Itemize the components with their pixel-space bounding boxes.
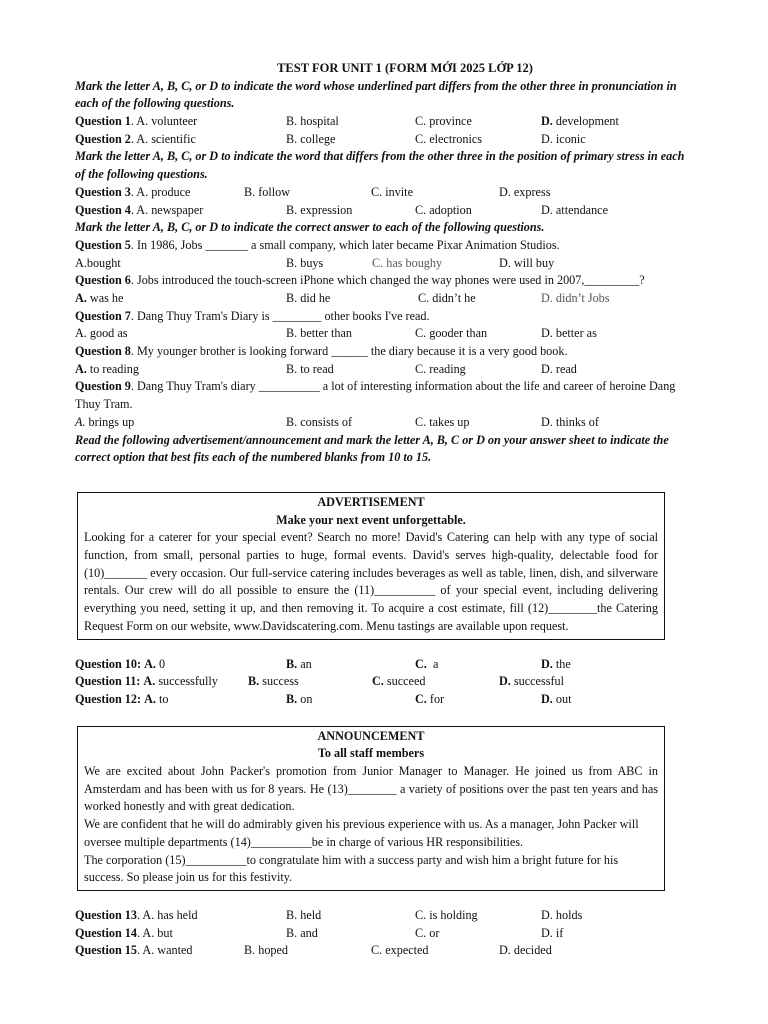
option-d-letter: D. xyxy=(541,656,553,671)
option-a: A. scientific xyxy=(136,131,196,146)
question-label: Question 14 xyxy=(75,925,137,940)
question-label: Question 5 xyxy=(75,237,131,252)
option-b-letter: B. xyxy=(286,656,298,671)
option-a-letter: A. xyxy=(144,691,156,706)
option-b: B. did he xyxy=(286,291,331,306)
option-d: the xyxy=(555,656,571,671)
announcement-paragraph-3: The corporation (15)__________to congratulate him with a success party and wish him a bright future for his success. So please join us for this festivity. xyxy=(84,852,619,885)
test-page xyxy=(75,60,695,960)
option-a: A.bought xyxy=(75,255,121,270)
option-a: brings up xyxy=(88,414,135,429)
option-b: B. college xyxy=(286,131,336,146)
question-13: Question 13. A. has held B. held C. is holding D. holds xyxy=(75,907,695,925)
option-d: D. didn’t Jobs xyxy=(541,291,610,306)
question-3: Question 3. A. produce B. follow C. invite D. express xyxy=(75,184,695,202)
option-c: C. has boughy xyxy=(372,255,443,270)
option-b: on xyxy=(300,691,313,706)
option-d: D. if xyxy=(541,925,564,940)
option-d: D. better as xyxy=(541,326,597,341)
option-c: C. or xyxy=(415,925,440,940)
question-2: Question 2. A. scientific B. college C. electronics D. iconic xyxy=(75,131,695,149)
option-c: C. expected xyxy=(371,943,429,958)
option-b: B. held xyxy=(286,907,322,922)
option-c: C. is holding xyxy=(415,907,478,922)
announcement-paragraph-1: We are excited about John Packer's promotion from Junior Manager to Manager. He joined us from ABC in Amsterdam and has been with us for 8 years. He (13)________ a variety of positions over the past ten years and has worked honestly and with great dedication. xyxy=(84,764,658,814)
question-label: Question 8 xyxy=(75,344,131,359)
option-a: A. produce xyxy=(136,184,191,199)
option-c: C. invite xyxy=(371,184,413,199)
announcement-box xyxy=(77,726,665,891)
question-4: Question 4. A. newspaper B. expression C. adoption D. attendance xyxy=(75,202,695,220)
option-a: successfully xyxy=(158,674,218,689)
advertisement-subheading: Make your next event unforgettable. xyxy=(276,512,466,527)
advertisement-box xyxy=(77,492,665,640)
option-d: D. express xyxy=(499,184,551,199)
question-label: Question 4 xyxy=(75,202,131,217)
question-text: . Dang Thuy Tram's diary __________ a lot of interesting information about the life and career of heroine Dang Thuy Tram. xyxy=(75,379,676,412)
question-label: Question 1 xyxy=(75,114,131,129)
option-c-letter: C. xyxy=(415,656,427,671)
option-b: B. better than xyxy=(286,326,352,341)
option-a: A. wanted xyxy=(142,943,193,958)
question-label: Question 6 xyxy=(75,273,131,288)
question-text: . Dang Thuy Tram's Diary is ________ other books I've read. xyxy=(130,308,430,323)
option-d: D. holds xyxy=(541,907,583,922)
option-d-letter: D. xyxy=(541,691,553,706)
option-a-letter: A. xyxy=(143,674,156,689)
option-b: an xyxy=(300,656,312,671)
option-a-letter: A. xyxy=(75,361,87,376)
option-a: A. newspaper xyxy=(136,202,204,217)
question-9-stem xyxy=(75,378,695,413)
option-d: D. decided xyxy=(499,943,552,958)
question-label: Question 2 xyxy=(75,131,131,146)
question-5-options xyxy=(75,255,695,273)
option-a: A. has held xyxy=(142,907,198,922)
question-7-stem xyxy=(75,308,695,326)
option-d: D. thinks of xyxy=(541,414,599,429)
option-b: B. follow xyxy=(244,184,291,199)
option-a: was he xyxy=(89,291,124,306)
question-label: Question 11: xyxy=(75,674,141,689)
reading-instructions: Read the following advertisement/announcement and mark the letter A, B, C or D on your answer sheet to indicate the correct option that best fits each of the numbered blanks from 10 to 15. xyxy=(75,432,669,465)
question-label: Question 15 xyxy=(75,943,137,958)
option-a-letter: A. xyxy=(144,656,156,671)
question-text: . In 1986, Jobs _______ a small company, which later became Pixar Animation Studios. xyxy=(130,237,560,252)
option-b: B. to read xyxy=(286,361,334,376)
question-text: . My younger brother is looking forward ______ the diary because it is a very good book. xyxy=(130,344,568,359)
option-c: C. gooder than xyxy=(415,326,488,341)
option-b: B. buys xyxy=(286,255,324,270)
question-7-options xyxy=(75,325,695,343)
question-label: Question 3 xyxy=(75,184,131,199)
question-1: Question 1. A. volunteer B. hospital C. province D. development xyxy=(75,113,695,131)
advertisement-body: Looking for a caterer for your special event? Search no more! David's Catering can help with any type of social function, from small, personal parties to huge, formal events. David's serves high-quality, delectable food for (10)_______ every occasion. Our full-service catering includes beverages as well as table, linen, dish, and silverware rentals. Our crew will do all possible to ensure the (11)__________ of your special event, including delivering everything you need, setting it up, and then removing it. To acquire a cost estimate, fill (12)________the Catering Request Form on our website, www.Davidscatering.com. Menu tastings are available upon request. xyxy=(84,530,658,633)
option-d: development xyxy=(555,114,619,129)
option-d-letter: D. xyxy=(499,674,511,689)
option-a: A. good as xyxy=(75,326,128,341)
question-9-options xyxy=(75,414,695,432)
question-6-options xyxy=(75,290,695,308)
option-a-letter: A. xyxy=(75,414,86,429)
option-c: C. electronics xyxy=(415,131,483,146)
option-a: to xyxy=(158,691,169,706)
question-label: Question 12: xyxy=(75,691,142,706)
announcement-subheading: To all staff members xyxy=(317,746,425,761)
question-11 xyxy=(75,673,695,691)
option-a: to reading xyxy=(89,361,139,376)
announcement-paragraph-2: We are confident that he will do admirably given his previous experience with us. As a manager, John Packer will oversee multiple departments (14)__________be in charge of various HR responsibilities. xyxy=(84,817,639,849)
question-8-stem xyxy=(75,343,695,361)
option-c: a xyxy=(432,656,439,671)
option-c: C. didn’t he xyxy=(418,291,476,306)
question-15: Question 15. A. wanted B. hoped C. expected D. decided xyxy=(75,942,695,960)
question-label: Question 10: xyxy=(75,656,142,671)
option-c: C. adoption xyxy=(415,202,472,217)
option-a: 0 xyxy=(158,656,166,671)
option-a: A. volunteer xyxy=(136,114,198,129)
question-label: Question 13 xyxy=(75,907,137,922)
option-b: B. expression xyxy=(286,202,353,217)
question-12 xyxy=(75,691,695,709)
option-b-letter: B. xyxy=(286,691,298,706)
option-b-letter: B. xyxy=(248,674,260,689)
option-d: D. iconic xyxy=(541,131,586,146)
stress-instructions: Mark the letter A, B, C, or D to indicate the word that differs from the other three in the position of primary stress in each of the following questions. xyxy=(75,149,685,182)
answer-instructions: Mark the letter A, B, C, or D to indicate the correct answer to each of the following questions. xyxy=(75,220,545,235)
option-a-letter: A. xyxy=(75,291,87,306)
option-c-letter: C. xyxy=(415,691,427,706)
option-d: D. read xyxy=(541,361,577,376)
question-8-options xyxy=(75,361,695,379)
question-label: Question 9 xyxy=(75,379,131,394)
option-a: A. but xyxy=(142,925,173,940)
question-14: Question 14. A. but B. and C. or D. if xyxy=(75,925,695,943)
question-5-stem xyxy=(75,237,695,255)
page-title: TEST FOR UNIT 1 (FORM MỚI 2025 LỚP 12) xyxy=(277,61,533,75)
option-c: succeed xyxy=(386,674,426,689)
option-c: C. province xyxy=(415,114,472,129)
option-d-letter: D. xyxy=(541,114,553,129)
question-10 xyxy=(75,656,695,674)
option-c: C. takes up xyxy=(415,414,470,429)
option-d: D. attendance xyxy=(541,202,608,217)
option-d: successful xyxy=(513,674,564,689)
question-6-stem xyxy=(75,272,695,290)
option-b: B. and xyxy=(286,925,318,940)
option-b: B. consists of xyxy=(286,414,353,429)
option-b: B. hospital xyxy=(286,114,339,129)
option-c: for xyxy=(429,691,445,706)
option-c: C. reading xyxy=(415,361,466,376)
option-c-letter: C. xyxy=(372,674,384,689)
option-d: D. will buy xyxy=(499,255,555,270)
question-text: . Jobs introduced the touch-screen iPhone which changed the way phones were used in 2007,_________? xyxy=(130,273,645,288)
pronunciation-instructions: Mark the letter A, B, C, or D to indicate the word whose underlined part differs from the other three in pronunciation in each of the following questions. xyxy=(75,78,677,111)
option-b: success xyxy=(262,674,299,689)
announcement-heading: ANNOUNCEMENT xyxy=(317,728,425,743)
option-d: out xyxy=(555,691,572,706)
advertisement-heading: ADVERTISEMENT xyxy=(317,494,425,509)
question-label: Question 7 xyxy=(75,308,131,323)
option-b: B. hoped xyxy=(244,943,289,958)
